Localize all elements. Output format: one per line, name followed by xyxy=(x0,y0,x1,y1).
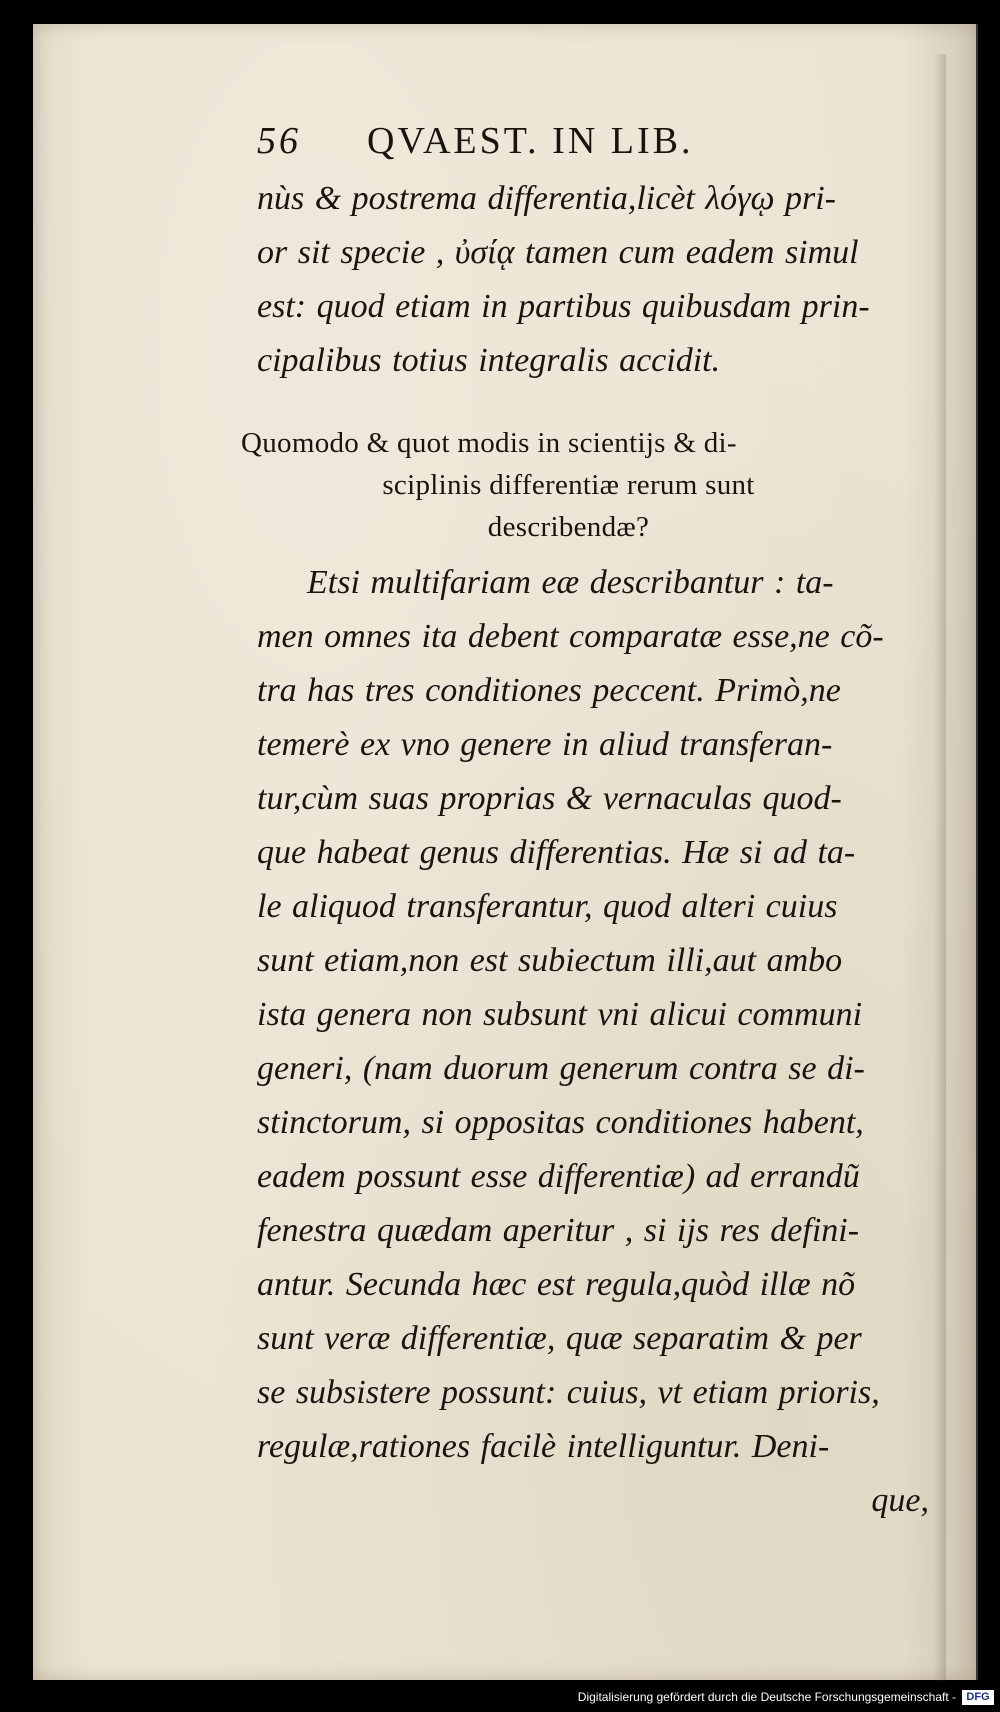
text-line: antur. Secunda hæc est regula,quòd illæ nõ xyxy=(257,1266,856,1303)
page-number: 56 xyxy=(257,120,301,162)
text-line: eadem possunt esse differentiæ) ad errandũ xyxy=(257,1158,860,1195)
funding-credit: Digitalisierung gefördert durch die Deutsche Forschungsgemeinschaft - xyxy=(577,1690,956,1704)
dfg-logo-icon: DFG xyxy=(962,1690,994,1705)
text-line: fenestra quædam aperitur , si ijs res defini- xyxy=(257,1212,860,1249)
text-line: or sit specie , ὐσίᾳ tamen cum eadem simul xyxy=(257,234,859,271)
paragraph-1 xyxy=(257,172,947,388)
text-block xyxy=(241,110,947,1528)
text-line: que habeat genus differentias. Hæ si ad ta- xyxy=(257,834,856,871)
running-head xyxy=(257,110,947,172)
text-line: generi, (nam duorum generum contra se di- xyxy=(257,1050,865,1087)
text-line: le aliquod transferantur, quod alteri cuius xyxy=(257,888,838,925)
running-head-title: QVAEST. IN LIB. xyxy=(367,120,694,162)
section-heading xyxy=(241,422,896,548)
heading-line: describendæ? xyxy=(487,511,650,543)
heading-line: sciplinis differentiæ rerum sunt xyxy=(382,469,755,501)
text-line: sunt etiam,non est subiectum illi,aut ambo xyxy=(257,942,843,979)
catchword: que, xyxy=(871,1482,929,1519)
text-line: temerè ex vno genere in aliud transferan- xyxy=(257,726,833,763)
text-line: ista genera non subsunt vni alicui communi xyxy=(257,996,863,1033)
text-line: est: quod etiam in partibus quibusdam prin- xyxy=(257,288,870,325)
text-line: cipalibus totius integralis accidit. xyxy=(257,342,721,379)
text-line: men omnes ita debent comparatæ esse,ne cõ- xyxy=(257,618,884,655)
text-line: tra has tres conditiones peccent. Primò,ne xyxy=(257,672,841,709)
text-line: se subsistere possunt: cuius, vt etiam prioris, xyxy=(257,1374,880,1411)
text-line: regulæ,rationes facilè intelliguntur. Deni- xyxy=(257,1428,830,1465)
text-line: stinctorum, si oppositas conditiones habent, xyxy=(257,1104,864,1141)
text-line: Etsi multifariam eæ describantur : ta- xyxy=(307,564,834,601)
text-line: tur,cùm suas proprias & vernaculas quod- xyxy=(257,780,842,817)
paragraph-2 xyxy=(257,556,947,1474)
text-line: sunt veræ differentiæ, quæ separatim & per xyxy=(257,1320,862,1357)
footer-bar xyxy=(0,1682,1000,1712)
text-line: nùs & postrema differentia,licèt λόγῳ pri- xyxy=(257,180,837,217)
section-gap xyxy=(257,388,947,422)
heading-line: Quomodo & quot modis in scientijs & di- xyxy=(241,427,737,459)
